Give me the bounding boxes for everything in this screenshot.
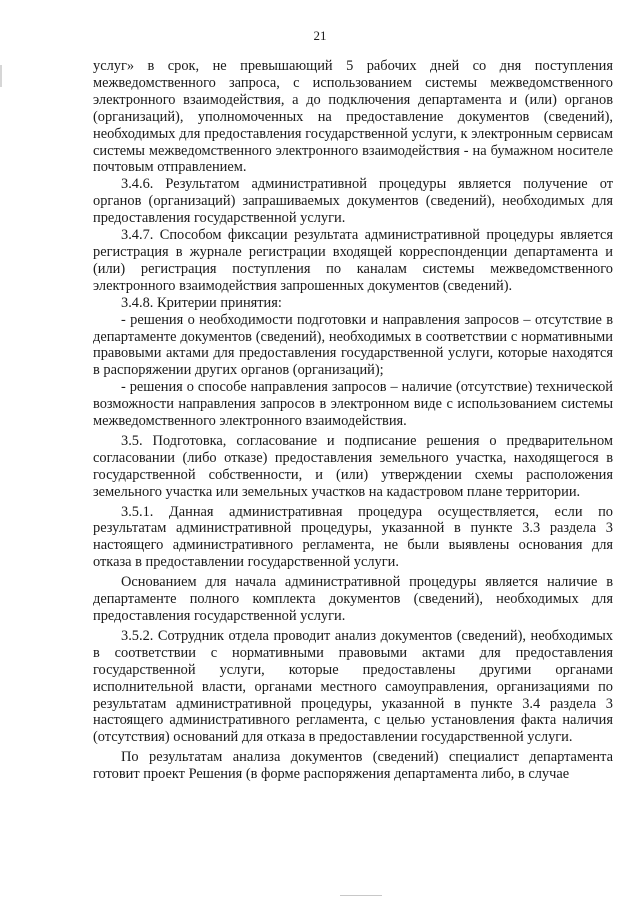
paragraph-3-5: 3.5. Подготовка, согласование и подписание решения о предварительном согласовании (либо отказе) предоставления земельного участка, находящегося в государственной собственности, и (или) утверждении схемы расположения земельного участка или земельных участков на кадастровом плане территории. — [93, 432, 613, 500]
paragraph-3-5-1: 3.5.1. Данная административная процедура осуществляется, если по результатам административной процедуры, указанной в пункте 3.3 раздела 3 настоящего административного регламента, не были выявлены основания для отказа в предоставлении государственной услуги. — [93, 503, 613, 571]
scan-bottom-mark — [340, 895, 382, 896]
scan-edge-mark — [0, 65, 2, 87]
page-number: 21 — [313, 28, 327, 43]
paragraph-continuation: услуг» в срок, не превышающий 5 рабочих дней со дня поступления межведомственного запроса, с использованием системы межведомственного электронного взаимодействия, а до подключения департамента и (или) органов (организаций), уполномоченных на предоставление документов (сведений), необходимых для предоставления государственной услуги, к электронным сервисам системы межведомственного электронного взаимодействия - на бумажном носителе почтовым отправлением. — [93, 58, 613, 176]
paragraph-3-4-8: 3.4.8. Критерии принятия: — [121, 294, 282, 311]
criteria-item-1: - решения о необходимости подготовки и направления запросов – отсутствие в департаменте документов (сведений), необходимых в соответствии с нормативными правовыми актами для предоставления государственной услуги, которые находятся в распоряжении других органов (организаций); — [93, 311, 613, 379]
document-body — [93, 58, 613, 783]
paragraph-3-4-6: 3.4.6. Результатом административной процедуры является получение от органов (организаций) запрашиваемых документов (сведений), необходимых для предоставления государственной услуги. — [93, 176, 613, 227]
paragraph-3-5-2: 3.5.2. Сотрудник отдела проводит анализ документов (сведений), необходимых в соответствии с нормативными правовыми актами для предоставления государственной услуги, которые предоставлены другими органами исполнительной власти, органами местного самоуправления, организациями по результатам административной процедуры, указанной в пункте 3.4 раздела 3 настоящего административного регламента, с целью установления факта наличия (отсутствия) оснований для отказа в предоставлении государственной услуги. — [93, 627, 613, 746]
paragraph-3-4-7: 3.4.7. Способом фиксации результата административной процедуры является регистрация в журнале регистрации входящей корреспонденции департамента и (или) регистрация поступления по каналам системы межведомственного электронного взаимодействия запрошенных документов (сведений). — [93, 227, 613, 294]
paragraph-analysis-results: По результатам анализа документов (сведений) специалист департамента готовит проект Решения (в форме распоряжения департамента либо, в случае — [93, 749, 613, 783]
paragraph-basis: Основанием для начала административной процедуры является наличие в департаменте полного комплекта документов (сведений), необходимых для предоставления государственной услуги. — [93, 574, 613, 624]
criteria-item-2: - решения о способе направления запросов – наличие (отсутствие) технической возможности направления запросов в электронном виде с использованием системы межведомственного электронного взаимодействия. — [93, 379, 613, 430]
